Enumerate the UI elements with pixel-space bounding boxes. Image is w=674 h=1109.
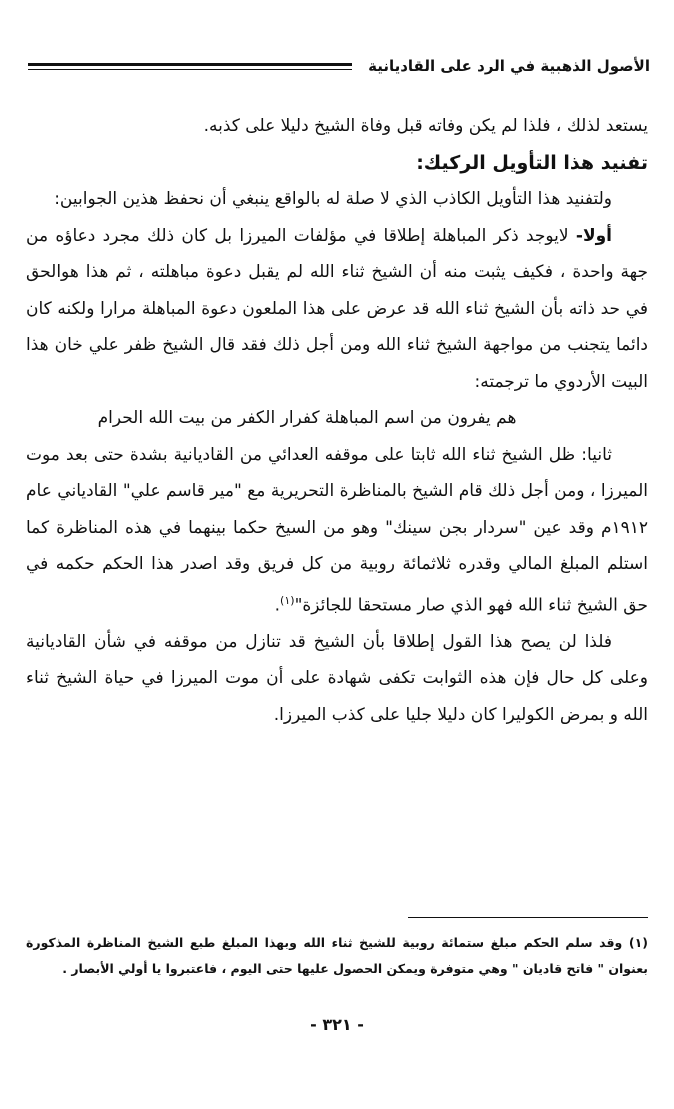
second-answer-text: ثانيا: ظل الشيخ ثناء الله ثابتا على موقفه العدائي من القاديانية بشدة حتى بعد موت الميرزا ، ومن أجل ذلك قام الشيخ بالمناظرة التحريرية مع "مير قاسم علي" القادياني عام ١٩١٢م وقد عين "سردار بجن سينك" وهو من السيخ حكما بينهما في هذه المناظرة كما استلم المبلغ المالي وقدره ثلاثمائة روبية من كل فريق وقد اصدر هذا الحكم حكمه في حق الشيخ ثناء الله فهو الذي صار مستحقا للجائزة" [26, 444, 648, 616]
footnote-separator [408, 917, 648, 918]
first-answer-label: أولا- [575, 225, 612, 246]
footnote-text: (١) وقد سلم الحكم مبلغ ستمائة روبية للشيخ ثناء الله وبهذا المبلغ طبع الشيخ المناظرة المذكورة بعنوان " فاتح قاديان " وهي متوفرة ويمكن الحصول عليها حتى اليوم ، فاعتبروا يا أولي الأبصار . [26, 935, 648, 976]
conclusion-paragraph: فلذا لن يصح هذا القول إطلاقا بأن الشيخ قد تنازل من موقفه في شأن القاديانية وعلى كل حال فإن هذه الثوابت تكفى شهادة على أن موت الميرزا في حياة الشيخ ثناء الله و بمرض الكوليرا كان دليلا جليا على كذب الميرزا. [26, 631, 648, 725]
first-answer-paragraph [26, 218, 648, 401]
intro-line: يستعد لذلك ، فلذا لم يكن وفاته قبل وفاة الشيخ دليلا على كذبه. [203, 116, 648, 136]
second-answer-paragraph [26, 437, 648, 624]
header-rule-thin [28, 69, 352, 70]
footnote [26, 930, 648, 982]
poem-verse: هم يفرون من اسم المباهلة كفرار الكفر من بيت الله الحرام [97, 408, 517, 428]
main-text [26, 108, 648, 733]
header-rule [28, 63, 352, 70]
running-header [28, 52, 650, 80]
page-number: - ٣٢١ - [310, 1015, 364, 1034]
refute-paragraph: ولتفنيد هذا التأويل الكاذب الذي لا صلة له بالواقع ينبغي أن نحفظ هذين الجوابين: [54, 189, 612, 209]
footnote-reference: (١) [280, 593, 295, 607]
header-rule-thick [28, 63, 352, 66]
first-answer-text: لايوجد ذكر المباهلة إطلاقا في مؤلفات الميرزا بل كان ذلك مجرد دعاؤه من جهة واحدة ، فكيف يثبت منه أن الشيخ ثناء الله لم يقبل دعوة مباهلته ، ثم هذا هوالحق في حد ذاته بأن الشيخ ثناء الله قد عرض على هذا الملعون دعوة المباهلة مرارا ولكنه كان دائما يتجنب من مواجهة الشيخ ثناء الله ومن أجل ذلك فقد قال الشيخ ظفر علي خان هذا البيت الأردوي ما ترجمته: [26, 225, 648, 392]
header-title: الأصول الذهبية في الرد على القاديانية [368, 57, 650, 75]
second-answer-end: . [274, 595, 281, 616]
section-heading: تفنيد هذا التأويل الركيك: [416, 151, 648, 174]
